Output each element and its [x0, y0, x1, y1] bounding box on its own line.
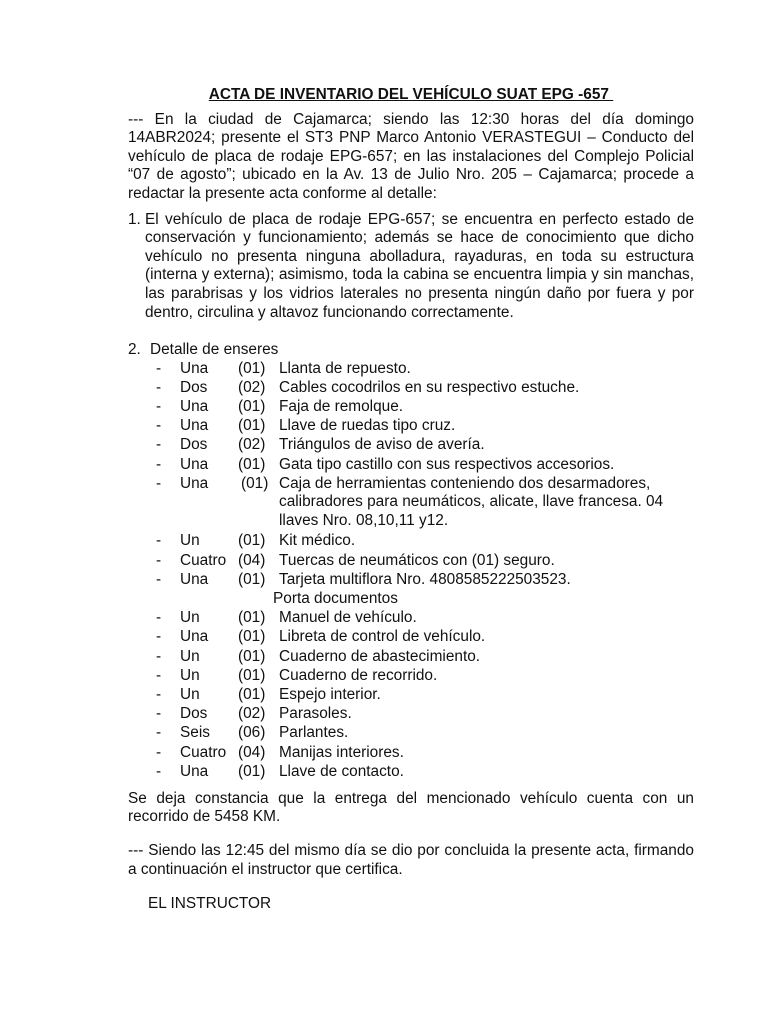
point-1-number: 1.	[128, 210, 141, 228]
item-quantity-word: Una	[180, 359, 209, 377]
item-dash: -	[156, 455, 162, 473]
item-description: Cuaderno de recorrido.	[279, 666, 438, 684]
item-quantity-number: (01)	[238, 685, 266, 703]
item-quantity-number: (01)	[238, 628, 266, 646]
list-item	[128, 532, 694, 551]
item-description: Parlantes.	[279, 724, 349, 742]
item-quantity-word: Un	[180, 685, 200, 703]
item-quantity-number: (01)	[238, 455, 266, 473]
item-quantity-word: Un	[180, 609, 200, 627]
item-description: Triángulos de aviso de avería.	[279, 436, 485, 454]
item-description-line-3: llaves Nro. 08,10,11 y12.	[279, 512, 449, 530]
item-quantity-word: Una	[180, 455, 209, 473]
item-description: Libreta de control de vehículo.	[279, 628, 486, 646]
item-dash: -	[156, 359, 162, 377]
list-item	[128, 705, 694, 724]
item-description	[279, 475, 694, 531]
item-description: Llanta de repuesto.	[279, 359, 411, 377]
item-dash: -	[156, 762, 162, 780]
item-dash: -	[156, 436, 162, 454]
item-description: Cables cocodrilos en su respectivo estuche.	[279, 378, 580, 396]
list-item	[128, 360, 694, 379]
item-quantity-number: (02)	[238, 378, 266, 396]
item-dash: -	[156, 532, 162, 550]
point-2	[128, 341, 694, 782]
list-item	[128, 417, 694, 436]
item-quantity-word: Una	[180, 474, 209, 492]
item-quantity-word: Cuatro	[180, 743, 227, 761]
item-quantity-word: Una	[180, 570, 209, 588]
list-item	[128, 744, 694, 763]
item-dash: -	[156, 378, 162, 396]
list-item	[128, 628, 694, 647]
item-quantity-number: (01)	[238, 359, 266, 377]
item-description: Llave de ruedas tipo cruz.	[279, 417, 456, 435]
item-quantity-number: (02)	[238, 705, 266, 723]
item-quantity-number: (01)	[238, 609, 266, 627]
item-quantity-number: (01)	[238, 762, 266, 780]
item-dash: -	[156, 417, 162, 435]
item-quantity-word: Cuatro	[180, 551, 227, 569]
item-quantity-word: Una	[180, 628, 209, 646]
item-dash: -	[156, 685, 162, 703]
item-quantity-number: (04)	[238, 743, 266, 761]
point-2-number: 2.	[128, 341, 141, 359]
item-quantity-word: Dos	[180, 436, 208, 454]
item-dash: -	[156, 647, 162, 665]
list-item	[128, 552, 694, 571]
item-description: Manijas interiores.	[279, 743, 404, 761]
item-quantity-word: Una	[180, 762, 209, 780]
item-dash: -	[156, 398, 162, 416]
item-description: Tarjeta multiflora Nro. 4808585222503523.	[279, 570, 571, 588]
list-item	[128, 609, 694, 628]
point-1-text: El vehículo de placa de rodaje EPG-657; se encuentra en perfecto estado de conservación y funcionamiento; además se hace de conocimiento que dicho vehículo no presenta ninguna abolladura, rayaduras, en toda su estructura (interna y externa); asimismo, toda la cabina se encuentra limpia y sin manchas, las parabrisas y los vidrios laterales no presenta ningún daño por fuera y por dentro, circulina y altavoz funcionando correctamente.	[145, 210, 694, 321]
item-dash: -	[156, 705, 162, 723]
item-quantity-number: (01)	[238, 570, 266, 588]
item-description: Espejo interior.	[279, 685, 381, 703]
point-1	[128, 211, 694, 323]
item-quantity-word: Una	[180, 417, 209, 435]
item-description: Tuercas de neumáticos con (01) seguro.	[279, 551, 555, 569]
item-quantity-word: Dos	[180, 705, 208, 723]
item-quantity-number: (04)	[238, 551, 266, 569]
item-quantity-number: (02)	[238, 436, 266, 454]
list-item	[128, 648, 694, 667]
item-description-line-2: calibradores para neumáticos, alicate, llave francesa. 04	[279, 493, 664, 511]
list-item	[128, 456, 694, 475]
inventory-list-b	[128, 532, 694, 590]
item-dash: -	[156, 743, 162, 761]
item-description: Parasoles.	[279, 705, 352, 723]
item-dash: -	[156, 628, 162, 646]
conclusion-paragraph: --- Siendo las 12:45 del mismo día se dio por concluida la presente acta, firmando a continuación el instructor que certifica.	[128, 842, 694, 879]
list-item	[128, 724, 694, 743]
item-dash: -	[156, 474, 162, 492]
signer-label: EL INSTRUCTOR	[148, 895, 272, 913]
item-description: Llave de contacto.	[279, 762, 404, 780]
item-quantity-number: (06)	[238, 724, 266, 742]
list-item	[128, 398, 694, 417]
inventory-list-c	[128, 609, 694, 782]
mileage-statement: Se deja constancia que la entrega del mencionado vehículo cuenta con un recorrido de 5458 KM.	[128, 789, 694, 826]
item-description: Kit médico.	[279, 532, 356, 550]
item-dash: -	[156, 551, 162, 569]
item-quantity-word: Un	[180, 666, 200, 684]
item-quantity-number: (01)	[238, 647, 266, 665]
porta-documentos-subheading: Porta documentos	[273, 590, 398, 607]
item-quantity-number: (01)	[238, 398, 266, 416]
item-quantity-number: (01)	[238, 417, 266, 435]
item-dash: -	[156, 724, 162, 742]
item-quantity-number: (01)	[238, 532, 266, 550]
list-item	[128, 571, 694, 590]
list-item-toolbox	[128, 475, 694, 533]
document-body	[128, 86, 694, 914]
list-item	[128, 379, 694, 398]
item-description-line-1: Caja de herramientas conteniendo dos desarmadores,	[279, 474, 651, 492]
item-quantity-word: Un	[180, 532, 200, 550]
list-item	[128, 436, 694, 455]
point-2-header	[128, 341, 694, 360]
item-quantity-word: Dos	[180, 378, 208, 396]
item-quantity-word: Una	[180, 398, 209, 416]
item-quantity-number: (01)	[241, 474, 269, 492]
item-description: Manuel de vehículo.	[279, 609, 417, 627]
item-description: Faja de remolque.	[279, 398, 404, 416]
item-dash: -	[156, 570, 162, 588]
item-dash: -	[156, 609, 162, 627]
inventory-list-a	[128, 360, 694, 533]
item-dash: -	[156, 666, 162, 684]
item-description: Gata tipo castillo con sus respectivos accesorios.	[279, 455, 615, 473]
item-quantity-word: Seis	[180, 724, 210, 742]
item-quantity-word: Un	[180, 647, 200, 665]
point-2-heading: Detalle de enseres	[150, 341, 279, 359]
item-quantity-number: (01)	[238, 666, 266, 684]
document-title: ACTA DE INVENTARIO DEL VEHÍCULO SUAT EPG -657	[208, 86, 614, 103]
list-item	[128, 763, 694, 782]
list-item	[128, 667, 694, 686]
intro-paragraph: --- En la ciudad de Cajamarca; siendo las 12:30 horas del día domingo 14ABR2024; presente el ST3 PNP Marco Antonio VERASTEGUI – Conducto del vehículo de placa de rodaje EPG-657; en las instalaciones del Complejo Policial “07 de agosto”; ubicado en la Av. 13 de Julio Nro. 205 – Cajamarca; procede a redactar la presente acta conforme al detalle:	[128, 110, 694, 202]
item-description: Cuaderno de abastecimiento.	[279, 647, 481, 665]
list-item	[128, 686, 694, 705]
